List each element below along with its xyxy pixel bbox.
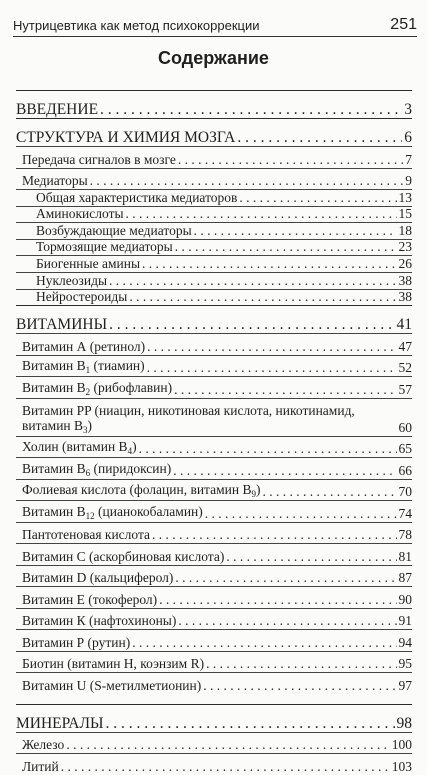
toc-label-text: Витамин С (аскорбиновая кислота) [22,548,225,564]
toc-entry-label [22,570,173,586]
toc-entry-label [22,380,172,398]
toc-label-suffix: (тиамин) [90,358,145,374]
toc-entry-label [22,678,201,694]
toc-page-number: 23 [398,239,412,255]
dot-leader [206,656,396,672]
toc-entry-label [22,592,157,608]
toc-label-text: Витамин PP (ниацин, никотиновая кислота, никотинамид, витамин B [22,402,355,433]
toc-label-suffix: (рибофлавин) [90,379,173,395]
toc-page-number: 38 [398,272,412,288]
toc-label-text: ВВЕДЕНИЕ [16,101,99,118]
dot-leader [194,223,397,239]
toc-page-number: 81 [398,548,412,564]
toc-page-number: 52 [398,360,412,376]
toc-entry-label [22,339,145,355]
page-title: Содержание [158,48,269,68]
toc-entry-label [22,482,260,500]
toc-page-number: 70 [398,484,412,500]
dot-leader [174,382,396,398]
toc-label-subscript: 3 [83,424,88,435]
page-number: 251 [390,16,417,33]
toc-entry[interactable] [16,479,412,501]
toc-label-text: Нуклеозиды [36,272,108,288]
toc-entry[interactable] [16,436,412,458]
toc-label-suffix: ) [87,417,93,433]
toc-page-number: 91 [398,613,412,629]
toc-label-text: Биотин (витамин Н, коэнзим R) [22,656,205,672]
toc-page-number: 65 [398,441,412,457]
toc-entry-label [36,190,237,206]
toc-entry[interactable] [16,586,412,608]
toc-entry-label [22,549,224,565]
toc-entry-label [22,613,176,629]
dot-leader [152,527,396,543]
toc-entry[interactable] [16,272,412,289]
toc-page-number: 60 [398,419,412,435]
toc-entry[interactable] [16,398,412,436]
toc-page-number: 100 [391,737,412,753]
dot-leader [178,152,403,168]
toc-page-number: 13 [398,189,412,205]
dot-leader [132,635,396,651]
toc-entry[interactable] [16,565,412,587]
toc-entry-label [22,152,176,168]
toc-label-text: Витамин B [22,460,86,476]
toc-entry[interactable] [16,543,412,565]
toc-label-text: Витамин Е (токоферол) [22,591,158,607]
dot-leader [203,678,396,694]
toc-label-text: Железо [22,737,65,753]
toc-entry-label [36,239,173,255]
toc-entry[interactable] [16,333,412,355]
toc-entry[interactable] [16,222,412,239]
dot-leader [237,130,402,146]
dot-leader [126,206,397,222]
dot-leader [205,506,397,522]
toc-label-text: Возбуждающие медиаторы [36,222,192,238]
toc-entry-label [22,527,150,543]
toc-entry[interactable] [16,608,412,630]
toc-page-number: 87 [398,570,412,586]
toc-entry-label [36,206,124,222]
dot-leader [90,173,404,189]
toc-label-suffix: ) [132,439,137,455]
toc-label-text: Медиаторы [22,173,88,188]
toc-page-number: 97 [398,677,412,693]
table-of-contents [16,90,412,775]
toc-entry-label [22,403,395,436]
toc-entry[interactable] [16,629,412,651]
dot-leader [226,549,396,565]
toc-entry-label [22,656,204,672]
toc-label-subscript: 1 [85,365,91,376]
dot-leader [239,190,396,206]
dot-leader [106,716,395,732]
toc-entry-label [22,737,64,753]
toc-entry[interactable] [16,457,412,479]
toc-label-text: Витамин А (ретинол) [22,338,146,354]
toc-label-text: Витамин B [22,503,86,519]
toc-entry[interactable] [16,355,412,377]
toc-entry[interactable] [16,189,412,206]
dot-leader [159,592,396,608]
toc-entry[interactable] [16,289,412,306]
toc-section[interactable] [16,704,412,732]
dot-leader [175,239,397,255]
toc-entry[interactable] [16,239,412,256]
toc-label-text: Нейростероиды [36,289,128,305]
dot-leader [173,463,396,479]
toc-entry-label [22,635,130,651]
toc-entry[interactable] [16,500,412,522]
toc-entry[interactable] [16,522,412,544]
toc-entry-label [36,256,140,272]
toc-entry[interactable] [16,255,412,272]
toc-label-text: Биогенные амины [36,255,141,271]
toc-section[interactable] [16,118,412,146]
toc-page-number: 57 [398,381,412,397]
dot-leader [66,737,389,753]
toc-label-text: Пантотеновая кислота [22,527,151,543]
toc-label-text: Фолиевая кислота (фолацин, витамин B [22,482,252,498]
toc-label-suffix: ) [255,482,261,498]
toc-label-text: Витамин Р (рутин) [22,634,131,650]
toc-label-text: Витамин D (кальциферол) [22,570,174,586]
toc-entry-label [22,358,145,376]
toc-entry-label [22,439,137,457]
toc-entry[interactable] [16,651,412,673]
toc-page-number: 3 [404,101,412,118]
toc-label-text: МИНЕРАЛЫ [16,714,104,732]
toc-label-subscript: 12 [85,510,95,521]
toc-page-number: 66 [398,462,412,478]
toc-page-number: 98 [396,714,412,732]
toc-label-suffix: (цианокобаламин) [94,503,203,519]
toc-label-text: Общая характеристика медиаторов [36,189,238,205]
dot-leader [109,273,396,289]
toc-page-number: 90 [398,591,412,607]
toc-page-number: 18 [398,222,412,238]
toc-label-text: Витамин U (S-метилметионин) [22,677,202,693]
toc-page-number: 41 [396,316,412,334]
toc-label-subscript: 6 [85,467,91,478]
toc-entry-label [36,273,107,289]
dot-leader [178,613,396,629]
toc-label-text: Витамин К (нафтохиноны) [22,613,177,629]
toc-page-number: 94 [398,634,412,650]
dot-leader [100,102,402,118]
toc-entry[interactable] [16,206,412,223]
toc-page-number: 7 [405,151,412,167]
running-title: Нутрицевтика как метод психокоррекции [13,18,260,33]
toc-page-number: 74 [398,505,412,521]
toc-entry[interactable] [16,753,412,775]
dot-leader [61,759,390,775]
toc-label-text: Витамин B [22,358,86,374]
toc-entry[interactable] [16,376,412,398]
toc-entry-label [36,223,192,239]
toc-label-suffix: (пиридоксин) [90,460,172,476]
toc-label-text: Тормозящие медиаторы [36,239,173,255]
toc-entry-label [36,289,127,305]
dot-leader [262,484,396,500]
toc-label-subscript: 2 [85,386,91,397]
toc-entry-label [16,317,107,333]
toc-entry-label [16,102,98,118]
toc-page-number: 26 [398,255,412,271]
toc-page-number: 103 [391,758,412,774]
dot-leader [129,289,396,305]
toc-label-text: Аминокислоты [36,206,124,222]
toc-label-text: СТРУКТУРА И ХИМИЯ МОЗГА [16,129,236,146]
toc-entry-label [16,130,235,146]
dot-leader [147,339,396,355]
dot-leader [139,441,397,457]
toc-section[interactable] [16,305,412,333]
dot-leader [142,256,396,272]
toc-page-number: 95 [398,656,412,672]
toc-section[interactable] [16,90,412,118]
dot-leader [175,570,396,586]
running-header [13,14,417,37]
toc-label-subscript: 4 [127,446,133,457]
toc-page-number: 6 [404,129,412,146]
toc-page-number: 78 [398,527,412,543]
toc-label-subscript: 9 [251,489,256,500]
toc-entry-label [22,504,203,522]
toc-label-text: Передача сигналов в мозге [22,151,176,167]
toc-entry[interactable] [16,168,412,190]
toc-label-text: Литий [22,758,59,774]
dot-leader [147,360,397,376]
toc-entry-label [22,759,59,775]
dot-leader [109,317,394,333]
toc-entry-label [22,173,88,189]
toc-page-number: 15 [398,206,412,222]
toc-page-number: 38 [398,289,412,305]
toc-entry[interactable] [16,146,412,168]
toc-entry-label [16,716,104,732]
toc-entry[interactable] [16,672,412,694]
toc-label-text: ВИТАМИНЫ [16,316,108,334]
toc-label-text: Холин (витамин B [22,439,128,455]
section-gap [16,694,412,704]
toc-page-number: 47 [398,338,412,354]
toc-label-text: Витамин B [22,379,86,395]
toc-entry-label [22,461,171,479]
toc-page-number: 9 [405,173,412,188]
